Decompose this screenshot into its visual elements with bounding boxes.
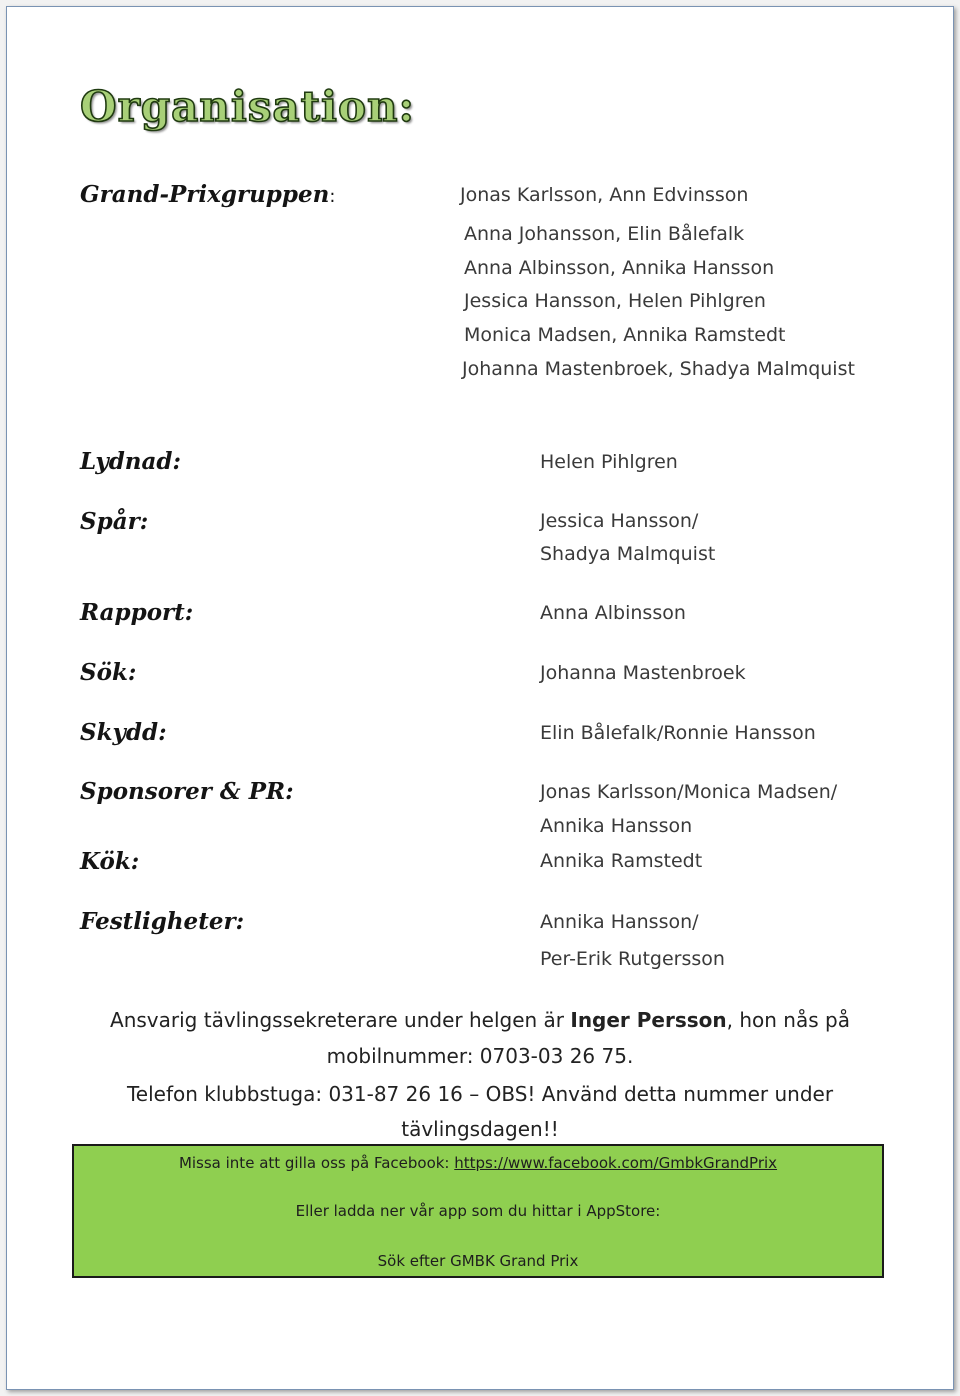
secretary-info-pre: Ansvarig tävlingssekreterare under helgen är (110, 1008, 571, 1032)
grand-prix-member-line: Jessica Hansson, Helen Pihlgren (464, 290, 766, 312)
facebook-line-text: Missa inte att gilla oss på Facebook: (178, 1154, 455, 1172)
role-name-spar-1: Jessica Hansson/ (540, 510, 699, 532)
role-name-sok: Johanna Mastenbroek (540, 662, 746, 684)
secretary-phone: mobilnummer: 0703-03 26 75. (326, 1044, 634, 1068)
role-name-festligheter-2: Per-Erik Rutgersson (540, 948, 725, 970)
role-name-festligheter-1: Annika Hansson/ (540, 911, 699, 933)
role-name-spar-2: Shadya Malmquist (540, 543, 716, 565)
secretary-info-post: , hon nås på (726, 1008, 850, 1032)
role-label-festligheter: Festligheter: (80, 908, 245, 935)
app-line: Eller ladda ner vår app som du hittar i AppStore: (295, 1202, 661, 1220)
grand-prix-label (80, 181, 335, 208)
grand-prix-member-line: Monica Madsen, Annika Ramstedt (464, 324, 786, 346)
role-label-sponsorer: Sponsorer & PR: (80, 778, 294, 805)
role-name-sponsorer-2: Annika Hansson (540, 815, 693, 837)
role-label-spar: Spår: (80, 508, 149, 535)
grand-prix-member-line: Anna Johansson, Elin Bålefalk (464, 223, 745, 245)
grand-prix-label-colon: : (329, 186, 336, 207)
role-label-kok: Kök: (80, 848, 140, 875)
social-box (72, 1144, 884, 1278)
role-label-sok: Sök: (80, 659, 137, 686)
secretary-info (60, 1010, 900, 1030)
role-label-skydd: Skydd: (80, 719, 167, 746)
role-name-sponsorer-1: Jonas Karlsson/Monica Madsen/ (540, 781, 838, 803)
facebook-line (74, 1156, 882, 1171)
appstore-search-line: Sök efter GMBK Grand Prix (377, 1252, 579, 1270)
clubhouse-phone: Telefon klubbstuga: 031-87 26 16 – OBS! Använd detta nummer under (126, 1082, 834, 1106)
grand-prix-member-line: Jonas Karlsson, Ann Edvinsson (460, 184, 749, 206)
grand-prix-member-line: Johanna Mastenbroek, Shadya Malmquist (462, 358, 855, 380)
page-title: Organisation: (80, 82, 416, 131)
role-label-lydnad: Lydnad: (80, 448, 181, 475)
grand-prix-member-line: Anna Albinsson, Annika Hansson (464, 257, 775, 279)
grand-prix-label-text: Grand-Prixgruppen (80, 181, 330, 208)
secretary-name: Inger Persson (570, 1008, 727, 1032)
role-name-lydnad: Helen Pihlgren (540, 451, 678, 473)
role-name-rapport: Anna Albinsson (540, 602, 686, 624)
role-label-rapport: Rapport: (80, 599, 194, 626)
role-name-kok: Annika Ramstedt (540, 850, 703, 872)
role-name-skydd: Elin Bålefalk/Ronnie Hansson (540, 722, 816, 744)
facebook-link[interactable]: https://www.facebook.com/GmbkGrandPrix (454, 1154, 778, 1172)
clubhouse-phone-cont: tävlingsdagen!! (401, 1117, 559, 1141)
